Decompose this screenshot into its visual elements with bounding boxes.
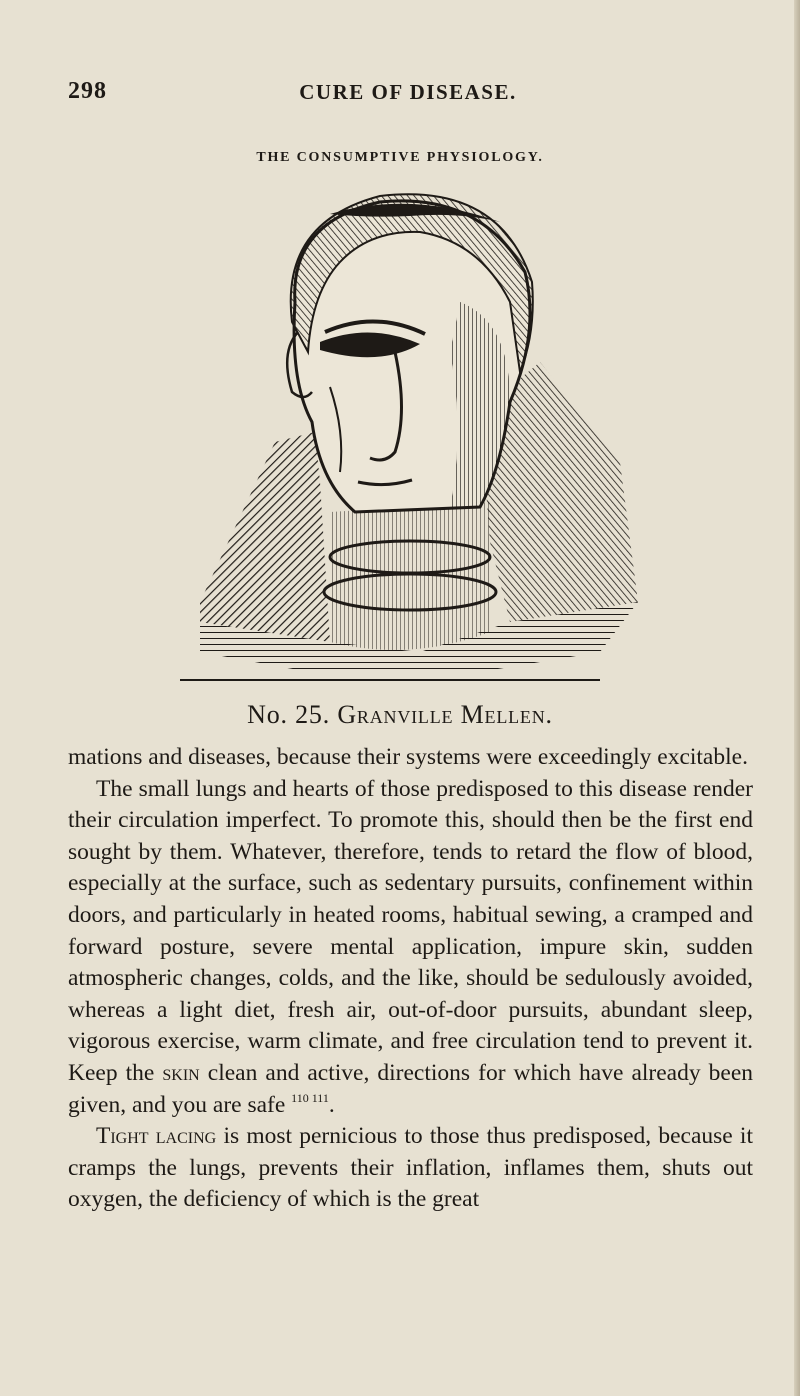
skin-term: skin <box>162 1059 200 1086</box>
figure-caption: THE CONSUMPTIVE PHYSIOLOGY. <box>256 150 544 165</box>
tight-lacing-term: Tight lacing <box>96 1123 217 1150</box>
paragraph-2-text-cont: clean and active, directions for which have already been given, and you are safe <box>68 1059 753 1118</box>
page-edge <box>794 0 800 1396</box>
running-head <box>68 78 748 108</box>
paragraph-1: mations and diseases, because their systems were exceedingly excitable. <box>68 744 748 770</box>
figure-label <box>0 700 800 730</box>
neck-shading <box>330 502 490 650</box>
left-shoulder-shading <box>200 432 330 642</box>
paragraph-3 <box>68 1121 753 1216</box>
reference-marks: 110 111 <box>291 1090 329 1105</box>
page-number: 298 <box>68 78 107 104</box>
figure-number: No. 25. <box>247 700 331 729</box>
paragraph-2-text: The small lungs and hearts of those predisposed to this disease render their circulation imperfect. To promote this, should then be the first end sought by them. Whatever, therefore, tends to retard the flow of blood, especially at the surface, such as sedentary pursuits, confinement within doors, and particularly in heated rooms, habitual sewing, a cramped and forward posture, severe mental application, impure skin, sudden atmospheric changes, colds, and the like, should be sedulously avoided, whereas a light diet, fresh air, out-of-door pursuits, abundant sleep, vigorous exercise, warm climate, and free circulation tend to prevent it. Keep the <box>68 775 753 1086</box>
body-text <box>68 742 753 1216</box>
figure-subject-name: Granville Mellen. <box>337 700 553 729</box>
paragraph-2 <box>68 774 753 1122</box>
header-title: CURE OF DISEASE. <box>299 80 517 104</box>
portrait-engraving <box>180 182 660 694</box>
paragraph-3-text: is most pernicious to those thus predisposed, because it cramps the lungs, prevents their inflation, inflames them, shuts out oxygen, the deficiency of which is the great <box>68 1123 753 1213</box>
paragraph-2-end: . <box>328 1091 335 1118</box>
portrait-illustration <box>180 182 660 694</box>
